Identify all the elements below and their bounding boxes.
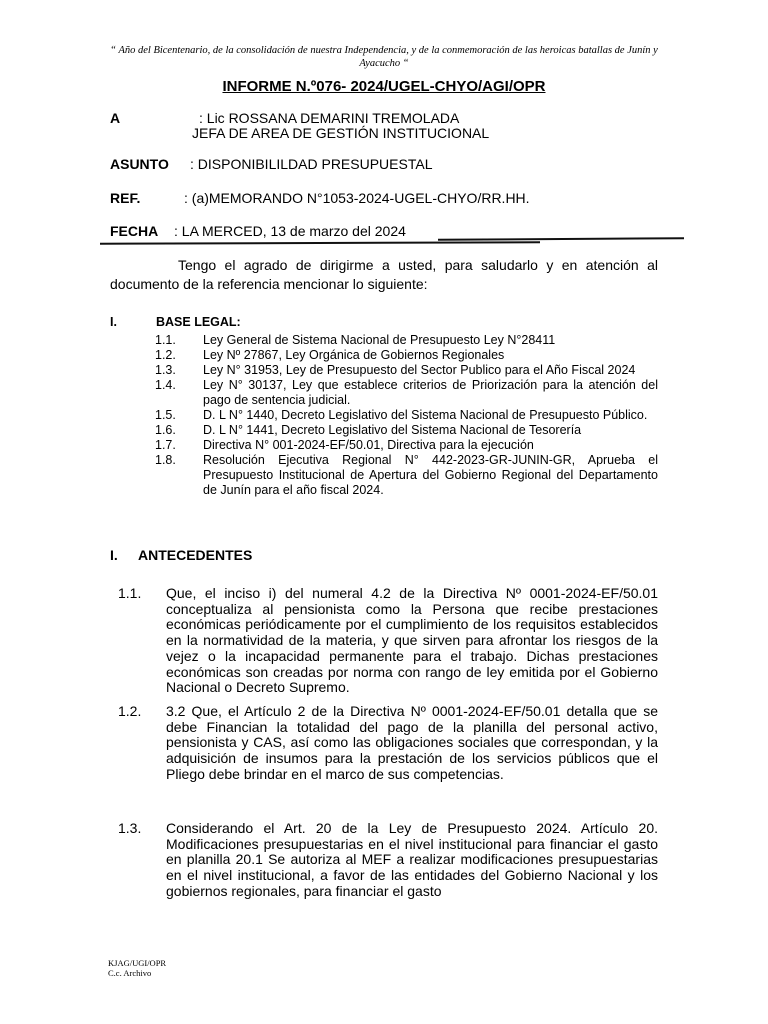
report-title: INFORME N.º076- 2024/UGEL-CHYO/AGI/OPR xyxy=(222,78,546,95)
header-divider-right xyxy=(438,237,684,241)
addressee-label: A xyxy=(110,110,121,126)
item-number: 1.3. xyxy=(118,820,142,836)
item-number: 1.8. xyxy=(155,453,176,467)
item-number: 1.1. xyxy=(118,585,142,601)
footer-initials xyxy=(108,958,166,978)
item-number: 1.2. xyxy=(118,703,142,719)
item-text: Que, el inciso i) del numeral 4.2 de la Directiva Nº 0001-2024-EF/50.01 conceptualiza al pensionista como la Persona que recibe prestaciones económicas periódicamente por el cumplimiento de los requisitos establecidos en la normatividad de la materia, y que sirven para afrontar los riesgos de la vejez o la incapacidad permanente para el trabajo. Dichas prestaciones económicas son creadas por norma con rango de ley emitida por el Gobierno Nacional o Decreto Supremo. xyxy=(166,585,658,696)
list-item xyxy=(155,333,658,348)
list-item xyxy=(155,363,658,378)
item-text: D. L N° 1440, Decreto Legislativo del Sistema Nacional de Presupuesto Público. xyxy=(203,408,648,422)
list-item xyxy=(155,423,658,438)
reference-value: : (a)MEMORANDO N°1053-2024-UGEL-CHYO/RR.HH. xyxy=(184,190,530,206)
date-value: : LA MERCED, 13 de marzo del 2024 xyxy=(174,223,406,239)
reference-label: REF. xyxy=(110,190,141,206)
footer-copy-note: C.c. Archivo xyxy=(108,968,152,978)
item-text: Ley Nº 27867, Ley Orgánica de Gobiernos Regionales xyxy=(203,348,505,362)
commemorative-motto: “ Año del Bicentenario, de la consolidación de nuestra Independencia, y de la conmemoración de las heroicas batallas de Junín y Ayacucho “ xyxy=(110,45,658,69)
antecedente-item xyxy=(118,821,658,900)
item-text: Ley General de Sistema Nacional de Presupuesto Ley N°28411 xyxy=(203,333,556,347)
item-text: Directiva N° 001-2024-EF/50.01, Directiva para la ejecución xyxy=(203,438,534,452)
item-number: 1.3. xyxy=(155,363,176,377)
footer-reference: KJAG/UGI/OPR xyxy=(108,958,167,968)
list-item xyxy=(155,453,658,498)
item-text: 3.2 Que, el Artículo 2 de la Directiva Nº 0001-2024-EF/50.01 detalla que se debe Financian la totalidad del pago de la planilla del personal activo, pensionista y CAS, así como las obligaciones sociales que correspondan, y la adquisición de insumos para la prestación de los servicios públicos que el Pliego debe brindar en el marco de sus competencias. xyxy=(166,703,658,782)
section-number: I. xyxy=(110,315,117,329)
subject-label: ASUNTO xyxy=(110,156,169,172)
item-text: D. L N° 1441, Decreto Legislativo del Sistema Nacional de Tesorería xyxy=(203,423,582,437)
addressee-name: : Lic ROSSANA DEMARINI TREMOLADA xyxy=(199,110,460,126)
base-legal-list xyxy=(155,333,658,498)
addressee-position: JEFA DE AREA DE GESTIÓN INSTITUCIONAL xyxy=(192,125,490,141)
section-title: ANTECEDENTES xyxy=(138,547,253,563)
antecedente-item xyxy=(118,704,658,783)
header-divider xyxy=(100,241,540,245)
date-label: FECHA xyxy=(110,223,159,239)
section-number: I. xyxy=(110,547,118,563)
intro-paragraph: Tengo el agrado de dirigirme a usted, para saludarlo y en atención al documento de la referencia mencionar lo siguiente: xyxy=(110,257,658,292)
list-item xyxy=(155,408,658,423)
item-text: Considerando el Art. 20 de la Ley de Presupuesto 2024. Artículo 20. Modificaciones presupuestarias en el nivel institucional para financiar el gasto en planilla 20.1 Se autoriza al MEF a realizar modificaciones presupuestarias en el nivel institucional, a favor de las entidades del Gobierno Nacional y los gobiernos regionales, para financiar el gasto xyxy=(166,820,658,899)
item-text: Ley N° 30137, Ley que establece criterios de Priorización para la atención del pago de sentencia judicial. xyxy=(203,378,658,407)
item-number: 1.5. xyxy=(155,408,176,422)
subject-value: : DISPONIBILILDAD PRESUPUESTAL xyxy=(190,156,433,172)
item-number: 1.6. xyxy=(155,423,176,437)
section-title: BASE LEGAL: xyxy=(156,315,241,329)
list-item xyxy=(155,378,658,408)
item-text: Resolución Ejecutiva Regional N° 442-2023-GR-JUNIN-GR, Aprueba el Presupuesto Institucional de Apertura del Gobierno Regional del Departamento de Junín para el año fiscal 2024. xyxy=(203,453,658,497)
item-number: 1.7. xyxy=(155,438,176,452)
list-item xyxy=(155,348,658,363)
item-text: Ley N° 31953, Ley de Presupuesto del Sector Publico para el Año Fiscal 2024 xyxy=(203,363,636,377)
list-item xyxy=(155,438,658,453)
antecedente-item xyxy=(118,586,658,696)
item-number: 1.4. xyxy=(155,378,176,392)
item-number: 1.2. xyxy=(155,348,176,362)
item-number: 1.1. xyxy=(155,333,176,347)
